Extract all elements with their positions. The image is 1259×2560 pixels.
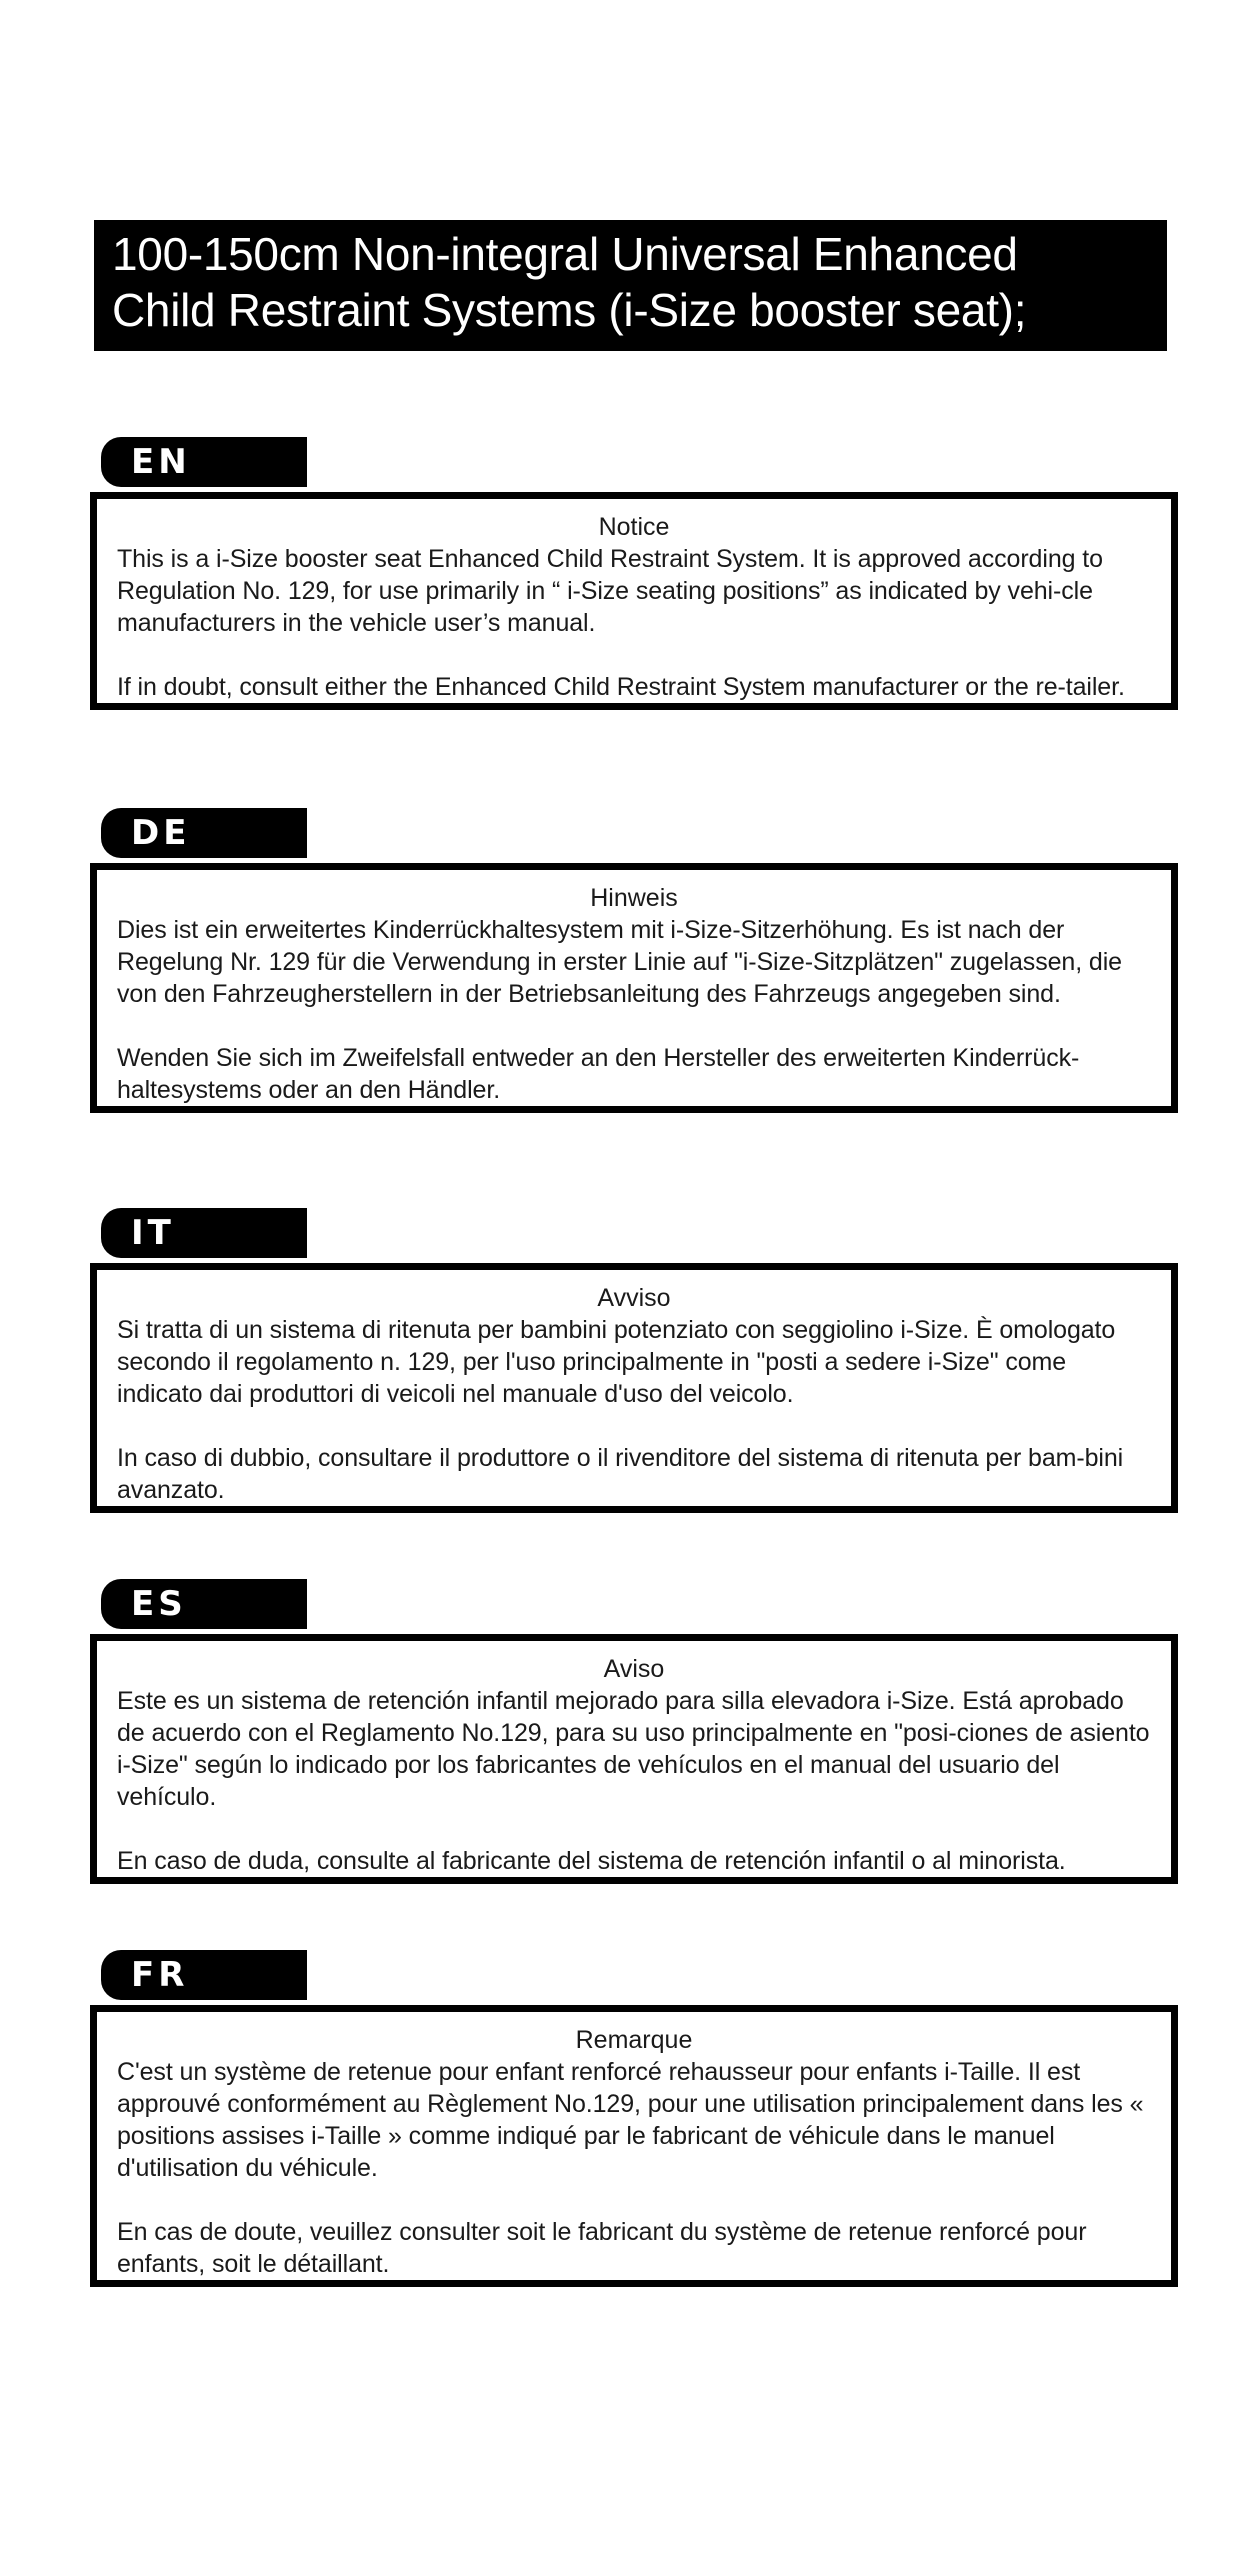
notice-paragraph: En cas de doute, veuillez consulter soit le fabricant du système de retenue renforcé pour enfants, soit le détaillant. (117, 2218, 1087, 2278)
language-tag-it: IT (101, 1208, 307, 1258)
notice-paragraph: Si tratta di un sistema di ritenuta per bambini potenziato con seggiolino i-Size. È omologato secondo il regolamento n. 129, per l'uso principalmente in "posti a sedere i-Size" come indicato dai produttori di veicoli nel manuale d'uso del veicolo. (117, 1316, 1116, 1408)
document-title (94, 220, 1167, 351)
title-line-1: 100-150cm Non-integral Universal Enhanced (112, 228, 1018, 280)
notice-paragraph: En caso de duda, consulte al fabricante del sistema de retención infantil o al minorista. (117, 1847, 1066, 1875)
notice-heading: Notice (598, 513, 670, 541)
notice-heading: Aviso (603, 1655, 665, 1683)
notice-box-es (90, 1634, 1178, 1884)
notice-heading: Avviso (597, 1284, 671, 1312)
notice-heading: Hinweis (590, 884, 678, 912)
notice-paragraph: Wenden Sie sich im Zweifelsfall entweder an den Hersteller des erweiterten Kinderrück-haltesystems oder an den Händler. (117, 1044, 1080, 1104)
title-line-2: Child Restraint Systems (i-Size booster seat); (112, 284, 1027, 336)
notice-paragraph: C'est un système de retenue pour enfant renforcé rehausseur pour enfants i-Taille. Il est approuvé conformément au Règlement No.129, pour une utilisation principalement dans les « positions assises i-Taille » comme indiqué par le fabricant de véhicule dans le manuel d'utilisation du véhicule. (117, 2058, 1144, 2182)
notice-paragraph: If in doubt, consult either the Enhanced Child Restraint System manufacturer or the re-tailer. (117, 673, 1125, 701)
notice-box-en (90, 492, 1178, 710)
notice-paragraph: Este es un sistema de retención infantil mejorado para silla elevadora i-Size. Está aprobado de acuerdo con el Reglamento No.129, para su uso principalmente en "posi-ciones de asiento i-Size" según lo indicado por los fabricantes de vehículos en el manual del usuario del vehículo. (117, 1687, 1150, 1811)
notice-box-fr (90, 2005, 1178, 2287)
language-tag-es: ES (101, 1579, 307, 1629)
language-tag-de: DE (101, 808, 307, 858)
language-tag-en: EN (101, 437, 307, 487)
notice-box-de (90, 863, 1178, 1113)
notice-heading: Remarque (575, 2026, 693, 2054)
notice-paragraph: In caso di dubbio, consultare il produttore o il rivenditore del sistema di ritenuta per bam-bini avanzato. (117, 1444, 1124, 1504)
notice-box-it (90, 1263, 1178, 1513)
notice-paragraph: Dies ist ein erweitertes Kinderrückhaltesystem mit i-Size-Sitzerhöhung. Es ist nach der Regelung Nr. 129 für die Verwendung in erster Linie auf "i-Size-Sitzplätzen" zugelassen, die von den Fahrzeugherstellern in der Betriebsanleitung des Fahrzeugs angegeben sind. (117, 916, 1122, 1008)
notice-paragraph: This is a i-Size booster seat Enhanced Child Restraint System. It is approved according to Regulation No. 129, for use primarily in “ i-Size seating positions” as indicated by vehi-cle manufacturers in the vehicle user’s manual. (117, 545, 1103, 637)
language-tag-fr: FR (101, 1950, 307, 2000)
